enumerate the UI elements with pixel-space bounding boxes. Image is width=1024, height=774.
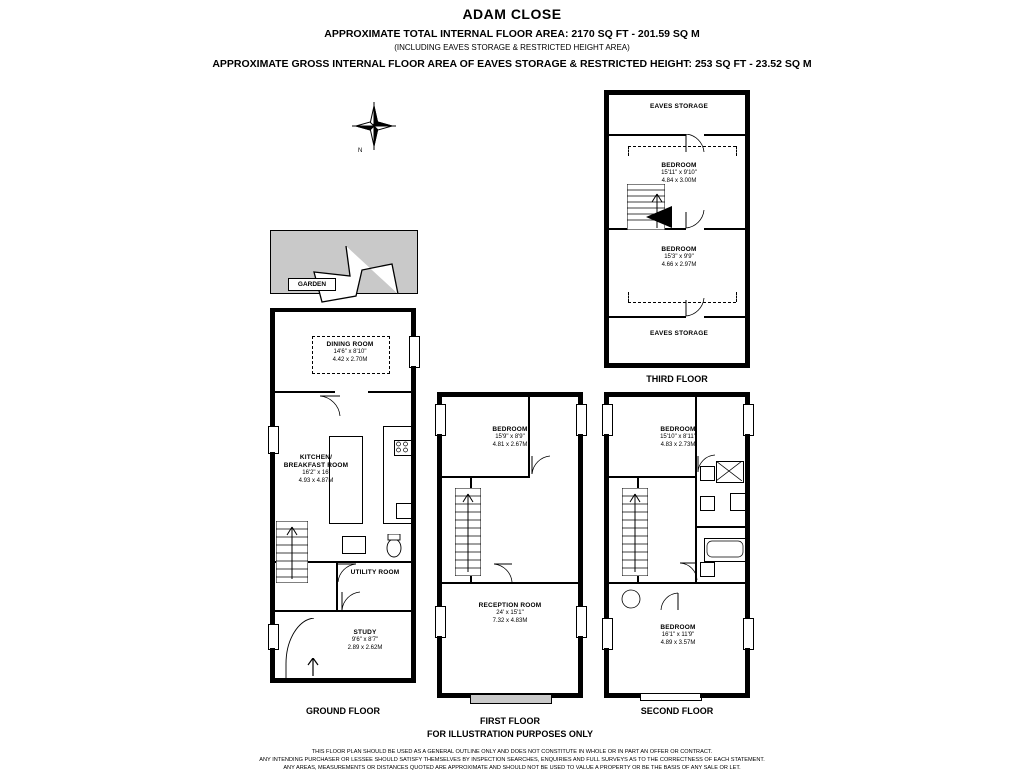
room-label-third-bedroom-top: BEDROOM 15'11" x 9'10" 4.84 x 3.00M <box>661 162 697 184</box>
eaves-area-text: APPROXIMATE GROSS INTERNAL FLOOR AREA OF EAVES STORAGE & RESTRICTED HEIGHT: 253 SQ FT - 23.52 SQ M <box>212 58 812 70</box>
floor-label-ground: GROUND FLOOR <box>306 706 380 716</box>
room-label-eaves-storage-top: EAVES STORAGE <box>650 103 708 110</box>
room-label-utility: UTILITY ROOM <box>350 569 400 576</box>
svg-text:N: N <box>358 148 363 154</box>
bay-window-first <box>470 694 552 704</box>
towel-rail-icon <box>730 493 748 511</box>
room-label-dining: DINING ROOM 14'6" x 8'10" 4.42 x 2.70M <box>326 341 374 363</box>
staircase-ground-floor <box>276 521 308 583</box>
room-label-kitchen: KITCHEN/ BREAKFAST ROOM 16'2" x 16' 4.93 x 4.87M <box>283 454 349 484</box>
room-label-reception: RECEPTION ROOM 24' x 15'1" 7.32 x 4.83M <box>478 602 542 624</box>
basin-icon <box>342 536 366 554</box>
floorplan-canvas <box>0 6 1024 774</box>
disclaimer-line-2: ANY INTENDING PURCHASER OR LESSEE SHOULD SATISFY THEMSELVES BY INSPECTION SEARCHES, ENQUIRIES AND FULL SURVEYS AS TO THE CORRECTNESS OF EACH STATEMENT. <box>259 757 765 763</box>
room-label-second-bedroom-front: BEDROOM 15'10" x 8'11" 4.83 x 2.73M <box>660 426 696 448</box>
porch-outline <box>284 618 318 680</box>
room-label-first-bedroom: BEDROOM 15'9" x 8'9" 4.81 x 2.67M <box>492 426 528 448</box>
wc-icon-second <box>700 496 715 511</box>
total-area-text: APPROXIMATE TOTAL INTERNAL FLOOR AREA: 2170 SQ FT - 201.59 SQ M <box>324 28 700 40</box>
staircase-first-floor <box>455 488 481 576</box>
page-title: ADAM CLOSE <box>462 6 562 22</box>
illustration-note: FOR ILLUSTRATION PURPOSES ONLY <box>426 729 593 739</box>
wc-icon <box>384 534 404 558</box>
room-label-study: STUDY 9'6" x 8'7" 2.89 x 2.62M <box>347 629 383 651</box>
including-eaves-text: (INCLUDING EAVES STORAGE & RESTRICTED HEIGHT AREA) <box>394 43 630 52</box>
sink-icon <box>396 503 412 519</box>
floor-label-third: THIRD FLOOR <box>646 374 708 384</box>
basin-icon-ensuite <box>700 562 715 577</box>
room-label-second-bedroom-rear: BEDROOM 16'1" x 11'9" 4.89 x 3.57M <box>660 624 696 646</box>
compass-rose <box>350 102 398 154</box>
floor-label-first: FIRST FLOOR <box>480 716 540 726</box>
room-label-third-bedroom-mid: BEDROOM 15'3" x 9'9" 4.66 x 2.97M <box>661 246 697 268</box>
staircase-second-floor <box>622 488 648 576</box>
garden-label: GARDEN <box>288 278 336 291</box>
disclaimer-line-1: THIS FLOOR PLAN SHOULD BE USED AS A GENERAL OUTLINE ONLY AND DOES NOT CONSTITUTE IN WHOLE OR IN PART AN OFFER OR CONTRACT. <box>311 749 713 755</box>
disclaimer-line-3: ANY AREAS, MEASUREMENTS OR DISTANCES QUOTED ARE APPROXIMATE AND SHOULD NOT BE USED TO VALUE A PROPERTY OR BE THE BASIS OF ANY SALE OR LET. <box>283 765 741 771</box>
floor-label-second: SECOND FLOOR <box>640 706 714 716</box>
room-label-eaves-storage-bottom: EAVES STORAGE <box>650 330 708 337</box>
